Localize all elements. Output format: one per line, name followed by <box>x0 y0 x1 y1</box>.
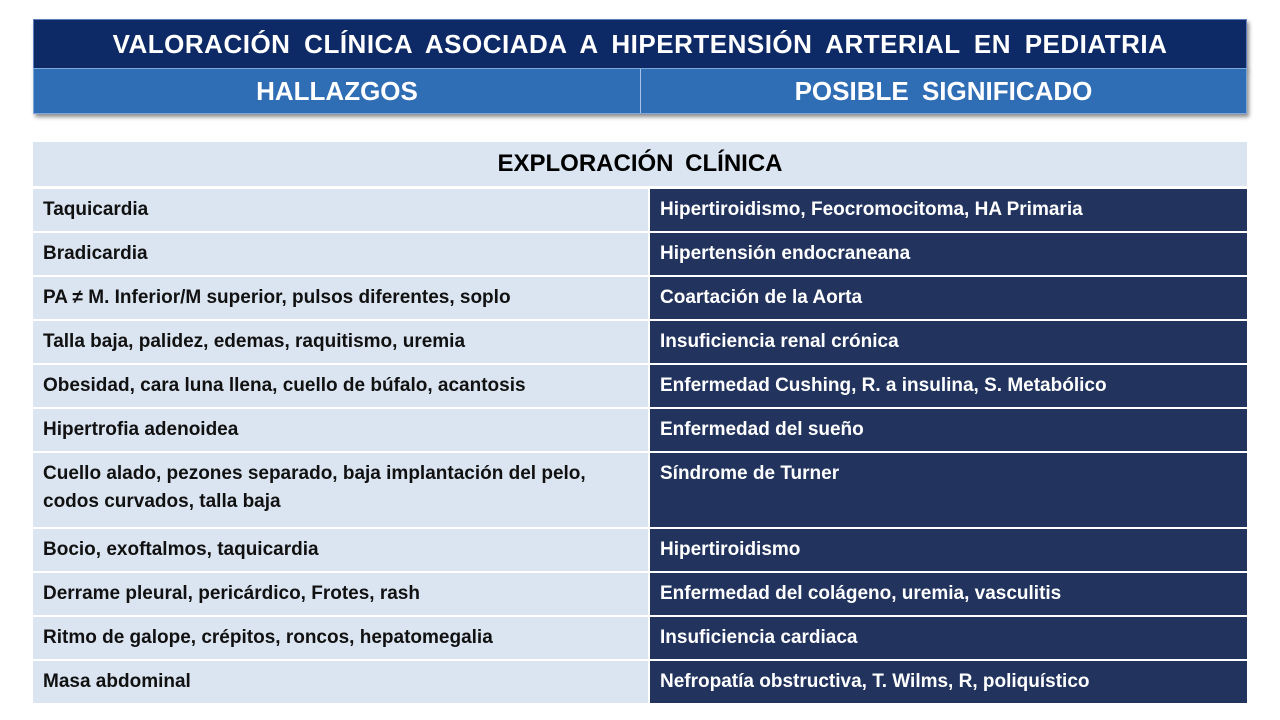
finding-cell: Derrame pleural, pericárdico, Frotes, rash <box>33 573 650 615</box>
table-row <box>33 409 1247 453</box>
section-heading: EXPLORACIÓN CLÍNICA <box>33 142 1247 189</box>
slide-title: VALORACIÓN CLÍNICA ASOCIADA A HIPERTENSIÓN ARTERIAL EN PEDIATRIA <box>112 28 1168 59</box>
table-row <box>33 661 1247 705</box>
table-row <box>33 529 1247 573</box>
table-row <box>33 189 1247 233</box>
table-row <box>33 617 1247 661</box>
table-row <box>33 453 1247 529</box>
meaning-cell: Hipertiroidismo <box>650 529 1247 571</box>
meaning-cell: Hipertiroidismo, Feocromocitoma, HA Primaria <box>650 189 1247 231</box>
header-meaning: POSIBLE SIGNIFICADO <box>794 75 1093 106</box>
finding-cell: Taquicardia <box>33 189 650 231</box>
meaning-cell: Hipertensión endocraneana <box>650 233 1247 275</box>
finding-cell: Bocio, exoftalmos, taquicardia <box>33 529 650 571</box>
header-findings: HALLAZGOS <box>34 69 641 113</box>
slide-title-bar <box>33 19 1247 69</box>
table-row <box>33 277 1247 321</box>
meaning-cell: Coartación de la Aorta <box>650 277 1247 319</box>
table-row <box>33 233 1247 277</box>
table-row <box>33 573 1247 617</box>
table-row <box>33 365 1247 409</box>
finding-cell: Cuello alado, pezones separado, baja implantación del pelo, codos curvados, talla baja <box>33 453 650 527</box>
finding-cell: Bradicardia <box>33 233 650 275</box>
meaning-cell: Enfermedad Cushing, R. a insulina, S. Metabólico <box>650 365 1247 407</box>
meaning-cell: Enfermedad del sueño <box>650 409 1247 451</box>
finding-cell: Hipertrofia adenoidea <box>33 409 650 451</box>
table-row <box>33 321 1247 365</box>
meaning-cell: Enfermedad del colágeno, uremia, vasculitis <box>650 573 1247 615</box>
column-header-bar <box>33 68 1247 114</box>
finding-cell: Talla baja, palidez, edemas, raquitismo, uremia <box>33 321 650 363</box>
finding-cell: Masa abdominal <box>33 661 650 703</box>
meaning-cell: Insuficiencia cardiaca <box>650 617 1247 659</box>
meaning-cell: Síndrome de Turner <box>650 453 1247 527</box>
meaning-cell: Insuficiencia renal crónica <box>650 321 1247 363</box>
finding-cell: Obesidad, cara luna llena, cuello de búfalo, acantosis <box>33 365 650 407</box>
meaning-cell: Nefropatía obstructiva, T. Wilms, R, poliquístico <box>650 661 1247 703</box>
finding-cell: Ritmo de galope, crépitos, roncos, hepatomegalia <box>33 617 650 659</box>
findings-table <box>33 142 1247 705</box>
finding-cell: PA ≠ M. Inferior/M superior, pulsos diferentes, soplo <box>33 277 650 319</box>
